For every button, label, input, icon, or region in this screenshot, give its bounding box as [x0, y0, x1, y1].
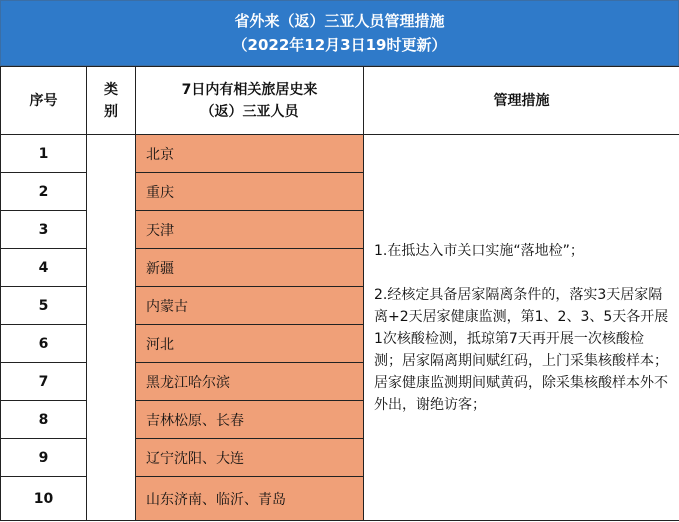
- title-line-2: （2022年12月3日19时更新）: [232, 36, 447, 54]
- region-cell: 吉林松原、长春: [136, 401, 364, 439]
- region-cell: 新疆: [136, 249, 364, 287]
- row-number: 3: [1, 211, 87, 249]
- row-number: 5: [1, 287, 87, 325]
- header-region-line-1: 7日内有相关旅居史来: [181, 81, 318, 98]
- row-number: 7: [1, 363, 87, 401]
- row-number: 4: [1, 249, 87, 287]
- region-cell: 山东济南、临沂、青岛: [136, 477, 364, 521]
- row-number: 9: [1, 439, 87, 477]
- header-type-line-1: 类: [104, 81, 118, 98]
- region-cell: 重庆: [136, 173, 364, 211]
- header-row: [1, 67, 679, 135]
- policy-table: [0, 66, 679, 521]
- row-number: 2: [1, 173, 87, 211]
- header-type: [87, 67, 136, 135]
- table-row: [1, 135, 679, 173]
- header-region-line-2: （返）三亚人员: [200, 103, 299, 120]
- row-number: 10: [1, 477, 87, 521]
- header-region: [136, 67, 364, 135]
- row-number: 8: [1, 401, 87, 439]
- type-cell: [87, 135, 136, 521]
- header-measure: 管理措施: [364, 67, 679, 135]
- sheet-title: [0, 0, 679, 66]
- region-cell: 河北: [136, 325, 364, 363]
- row-number: 1: [1, 135, 87, 173]
- title-line-1: 省外来（返）三亚人员管理措施: [234, 12, 445, 30]
- measure-item-2: 2.经核定具备居家隔离条件的，落实3天居家隔离+2天居家健康监测，第1、2、3、5天各开展1次核酸检测，抵琼第7天再开展一次核酸检测；居家隔离期间赋红码，上门采集核酸样本；居家健康监测期间赋黄码，除采集核酸样本外不外出，谢绝访客；: [374, 286, 669, 413]
- region-cell: 黑龙江哈尔滨: [136, 363, 364, 401]
- region-cell: 内蒙古: [136, 287, 364, 325]
- region-cell: 北京: [136, 135, 364, 173]
- header-no: 序号: [1, 67, 87, 135]
- region-cell: 天津: [136, 211, 364, 249]
- row-number: 6: [1, 325, 87, 363]
- region-cell: 辽宁沈阳、大连: [136, 439, 364, 477]
- header-type-line-2: 别: [104, 103, 118, 120]
- measure-item-1: 1.在抵达入市关口实施“落地检”；: [374, 242, 584, 259]
- measure-cell: [364, 135, 679, 521]
